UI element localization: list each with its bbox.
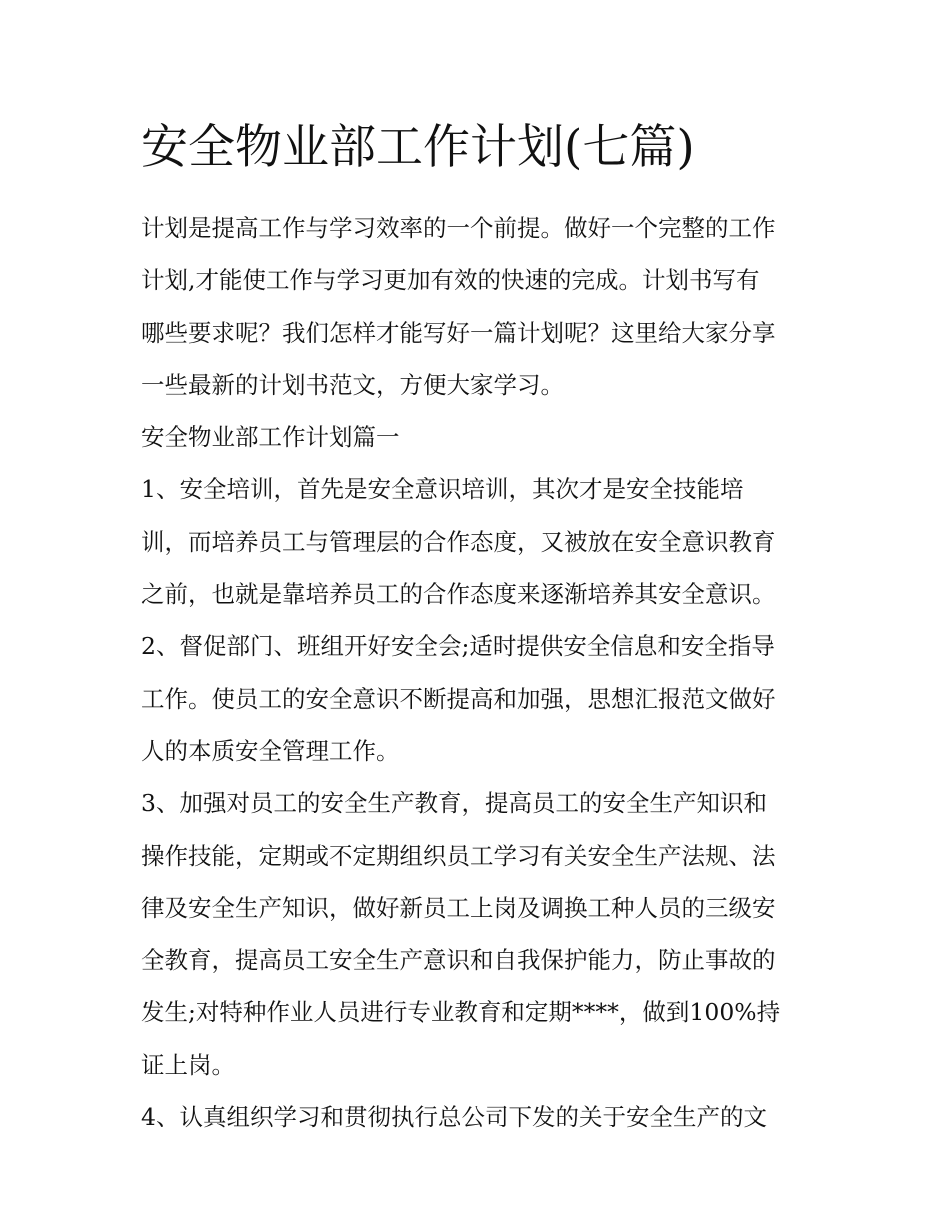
- list-item-line: 人的本质安全管理工作。: [141, 736, 400, 765]
- document-page: [141, 112, 813, 1143]
- intro-line: 一些最新的计划书范文，方便大家学习。: [141, 370, 564, 399]
- list-item-line: 4、认真组织学习和贯彻执行总公司下发的关于安全生产的文: [141, 1103, 767, 1132]
- list-item-line: 操作技能，定期或不定期组织员工学习有关安全生产法规、法: [141, 841, 776, 870]
- intro-line: 计划是提高工作与学习效率的一个前提。做好一个完整的工作: [141, 214, 776, 242]
- list-item-line: 之前，也就是靠培养员工的合作态度来逐渐培养其安全意识。: [141, 580, 776, 609]
- list-item: [141, 620, 813, 777]
- list-item-line: 证上岗。: [141, 1050, 235, 1079]
- document-body: [141, 202, 813, 1143]
- intro-line: 哪些要求呢？我们怎样才能写好一篇计划呢？这里给大家分享: [141, 318, 776, 347]
- list-item-line: 3、加强对员工的安全生产教育，提高员工的安全生产知识和: [141, 789, 767, 818]
- list-item-line: 发生;对特种作业人员进行专业教育和定期****，做到100%持: [141, 998, 781, 1027]
- list-item-line: 训，而培养员工与管理层的合作态度，又被放在安全意识教育: [141, 527, 776, 556]
- list-item-line: 工作。使员工的安全意识不断提高和加强，思想汇报范文做好: [141, 684, 776, 713]
- section-heading: [141, 411, 813, 463]
- list-item: [141, 1091, 813, 1143]
- section-heading-text: 安全物业部工作计划篇一: [141, 423, 400, 452]
- list-item-line: 2、督促部门、班组开好安全会;适时提供安全信息和安全指导: [141, 632, 775, 661]
- list-item: [141, 463, 813, 620]
- list-item: [141, 777, 813, 1091]
- list-item-line: 律及安全生产知识，做好新员工上岗及调换工种人员的三级安: [141, 893, 776, 922]
- document-title: 安全物业部工作计划(七篇): [141, 120, 695, 175]
- list-item-line: 1、安全培训，首先是安全意识培训，其次才是安全技能培: [141, 475, 744, 504]
- list-item-line: 全教育，提高员工安全生产意识和自我保护能力，防止事故的: [141, 946, 776, 975]
- intro-line: 计划,才能使工作与学习更加有效的快速的完成。计划书写有: [141, 266, 760, 295]
- intro-paragraph: [141, 202, 813, 411]
